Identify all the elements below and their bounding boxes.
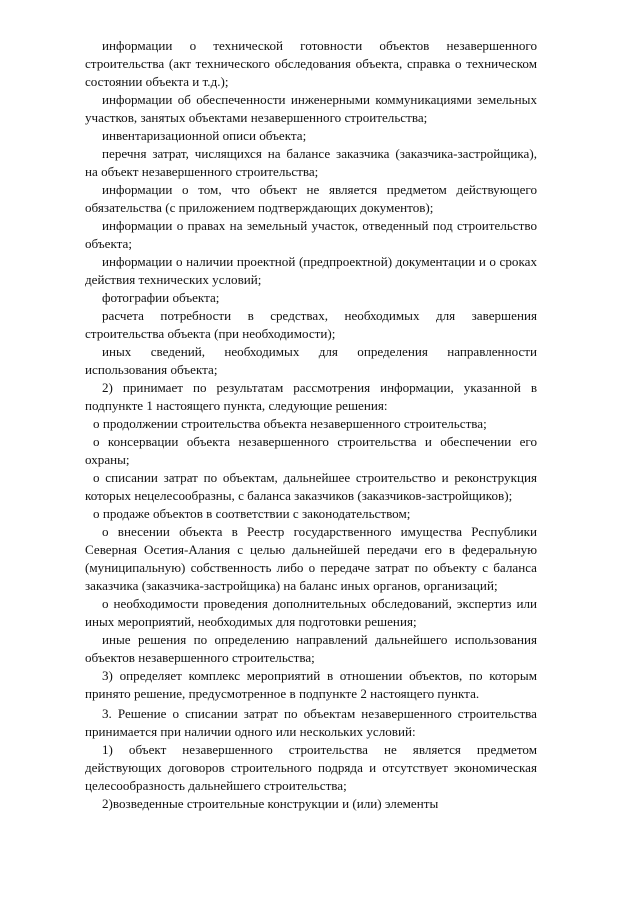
paragraph-13: о консервации объекта незавершенного строительства и обеспечении его охраны;	[85, 434, 537, 467]
paragraph-1: информации о технической готовности объектов незавершенного строительства (акт технического обследования объекта, справка о техническом состоянии объекта и т.д.);	[85, 38, 537, 89]
paragraph-9: расчета потребности в средствах, необходимых для завершения строительства объекта (при необходимости);	[85, 308, 537, 341]
paragraph-2: информации об обеспеченности инженерными коммуникациями земельных участков, занятых объектами незавершенного строительства;	[85, 92, 537, 125]
paragraph-12: о продолжении строительства объекта незавершенного строительства;	[93, 416, 487, 431]
paragraph-4: перечня затрат, числящихся на балансе заказчика (заказчика-застройщика), на объект незавершенного строительства;	[85, 146, 537, 179]
paragraph-18: иные решения по определению направлений дальнейшего использования объектов незавершенного строительства;	[85, 632, 537, 665]
paragraph-8: фотографии объекта;	[102, 290, 220, 305]
document-body	[85, 37, 537, 813]
paragraph-19: 3) определяет комплекс мероприятий в отношении объектов, по которым принято решение, предусмотренное в подпункте 2 настоящего пункта.	[85, 668, 537, 701]
paragraph-5: информации о том, что объект не является предметом действующего обязательства (с приложением подтверждающих документов);	[85, 182, 537, 215]
paragraph-6: информации о правах на земельный участок, отведенный под строительство объекта;	[85, 218, 537, 251]
paragraph-22: 2)возведенные строительные конструкции и (или) элементы	[102, 796, 439, 811]
paragraph-20: 3. Решение о списании затрат по объектам незавершенного строительства принимается при наличии одного или нескольких условий:	[85, 706, 537, 739]
paragraph-21: 1) объект незавершенного строительства не является предметом действующих договоров строительного подряда и отсутствует экономическая целесообразность дальнейшего строительства;	[85, 742, 537, 793]
paragraph-11: 2) принимает по результатам рассмотрения информации, указанной в подпункте 1 настоящего пункта, следующие решения:	[85, 380, 537, 413]
paragraph-17: о необходимости проведения дополнительных обследований, экспертиз или иных мероприятий, необходимых для подготовки решения;	[85, 596, 537, 629]
paragraph-16: о внесении объекта в Реестр государственного имущества Республики Северная Осетия-Алания с целью дальнейшей передачи его в федеральную (муниципальную) собственность либо о передаче затрат по объекту с баланса заказчика (заказчика-застройщика) на баланс иных органов, организаций;	[85, 524, 537, 593]
paragraph-10: иных сведений, необходимых для определения направленности использования объекта;	[85, 344, 537, 377]
paragraph-7: информации о наличии проектной (предпроектной) документации и о сроках действия технических условий;	[85, 254, 537, 287]
paragraph-15: о продаже объектов в соответствии с законодательством;	[93, 506, 411, 521]
paragraph-14: о списании затрат по объектам, дальнейшее строительство и реконструкция которых нецелесообразны, с баланса заказчиков (заказчиков-застройщиков);	[85, 470, 537, 503]
paragraph-3: инвентаризационной описи объекта;	[102, 128, 307, 143]
